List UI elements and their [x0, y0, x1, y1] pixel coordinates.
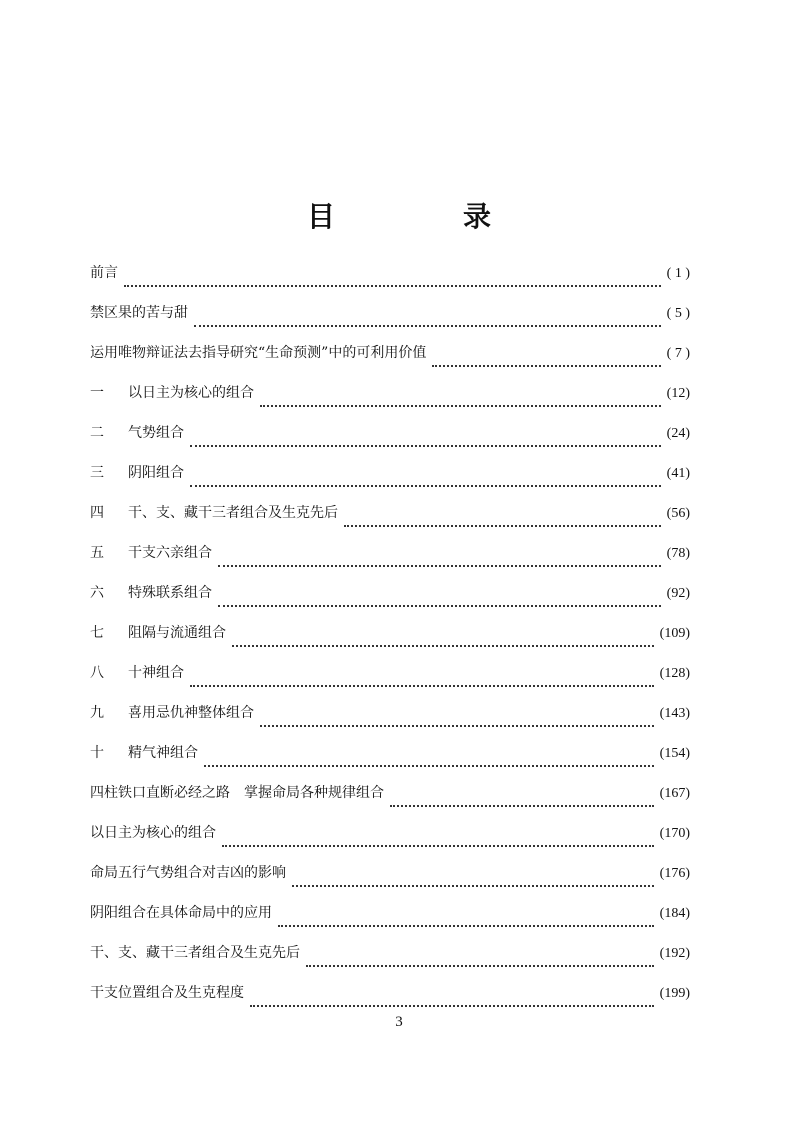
toc-entry-page: (154) [659, 746, 690, 761]
toc-entry-title: 禁区果的苦与甜 [90, 305, 188, 321]
toc-entry [90, 302, 690, 342]
dot-leader [218, 565, 661, 567]
toc-entry-number: 三 [90, 465, 104, 481]
toc-entry [90, 422, 690, 462]
toc-entry-number: 六 [90, 585, 104, 601]
page-number: 3 [395, 1014, 403, 1030]
toc-entry-page: (78) [666, 546, 690, 561]
toc-entry-page: (56) [666, 506, 690, 521]
toc-entry-title: 前言 [90, 265, 118, 281]
toc-entry-page: (192) [659, 946, 690, 961]
toc-entry [90, 342, 690, 382]
toc-entry-page: (128) [659, 666, 690, 681]
toc-entry-title: 干、支、藏干三者组合及生克先后 [90, 945, 300, 961]
toc-entry-title: 以日主为核心的组合 [90, 825, 216, 841]
toc-entry [90, 862, 690, 902]
toc-entry-page: (184) [659, 906, 690, 921]
toc-entry-page: ( 5 ) [666, 306, 690, 321]
toc-entry [90, 382, 690, 422]
dot-leader [194, 325, 661, 327]
dot-leader [432, 365, 660, 367]
dot-leader [278, 925, 654, 927]
toc-entry [90, 462, 690, 502]
dot-leader [124, 285, 661, 287]
toc-entry [90, 942, 690, 982]
dot-leader [250, 1005, 654, 1007]
dot-leader [190, 485, 661, 487]
toc-entry-number: 八 [90, 665, 104, 681]
toc-entry-number: 七 [90, 625, 104, 641]
toc-entry-title: 气势组合 [128, 425, 184, 441]
toc-entry-title: 喜用忌仇神整体组合 [128, 705, 254, 721]
dot-leader [232, 645, 654, 647]
toc-entry-page: ( 1 ) [666, 266, 690, 281]
toc-entry-page: (176) [659, 866, 690, 881]
toc-entry-page: (167) [659, 786, 690, 801]
toc-entry-number: 一 [90, 385, 104, 401]
toc-entry [90, 622, 690, 662]
toc-entry-title: 特殊联系组合 [128, 585, 212, 601]
dot-leader [260, 405, 661, 407]
dot-leader [344, 525, 661, 527]
toc-entry-page: (41) [666, 466, 690, 481]
dot-leader [190, 685, 654, 687]
toc-entry-number: 九 [90, 705, 104, 721]
toc-entry-title: 以日主为核心的组合 [128, 385, 254, 401]
toc-entry-title: 十神组合 [128, 665, 184, 681]
toc-entry [90, 662, 690, 702]
toc-entry [90, 702, 690, 742]
dot-leader [222, 845, 654, 847]
toc-entry [90, 902, 690, 942]
table-of-contents [90, 262, 690, 1022]
toc-entry-page: (24) [666, 426, 690, 441]
dot-leader [190, 445, 661, 447]
dot-leader [204, 765, 654, 767]
toc-entry [90, 742, 690, 782]
toc-entry-page: ( 7 ) [666, 346, 690, 361]
toc-entry-number: 十 [90, 745, 104, 761]
dot-leader [218, 605, 661, 607]
toc-entry [90, 822, 690, 862]
toc-entry-number: 二 [90, 425, 104, 441]
toc-entry [90, 502, 690, 542]
toc-entry-title: 四柱铁口直断必经之路 掌握命局各种规律组合 [90, 785, 384, 801]
toc-entry-title: 干支六亲组合 [128, 545, 212, 561]
toc-entry-page: (170) [659, 826, 690, 841]
toc-entry-page: (143) [659, 706, 690, 721]
toc-entry-page: (92) [666, 586, 690, 601]
toc-entry-title: 精气神组合 [128, 745, 198, 761]
toc-entry-title: 命局五行气势组合对吉凶的影响 [90, 865, 286, 881]
toc-entry-number: 五 [90, 545, 104, 561]
toc-entry-page: (109) [659, 626, 690, 641]
toc-entry [90, 542, 690, 582]
toc-title: 目 录 [306, 200, 541, 233]
dot-leader [306, 965, 654, 967]
toc-entry-title: 干、支、藏干三者组合及生克先后 [128, 505, 338, 521]
dot-leader [260, 725, 654, 727]
toc-entry-title: 阴阳组合在具体命局中的应用 [90, 905, 272, 921]
toc-entry-page: (199) [659, 986, 690, 1001]
dot-leader [292, 885, 654, 887]
toc-entry [90, 582, 690, 622]
toc-entry-title: 阻隔与流通组合 [128, 625, 226, 641]
dot-leader [390, 805, 654, 807]
toc-entry [90, 262, 690, 302]
toc-entry [90, 782, 690, 822]
toc-entry-number: 四 [90, 505, 104, 521]
toc-entry-title: 干支位置组合及生克程度 [90, 985, 244, 1001]
toc-entry-page: (12) [666, 386, 690, 401]
toc-entry-title: 阴阳组合 [128, 465, 184, 481]
toc-entry-title: 运用唯物辩证法去指导研究“生命预测”中的可利用价值 [90, 345, 427, 361]
